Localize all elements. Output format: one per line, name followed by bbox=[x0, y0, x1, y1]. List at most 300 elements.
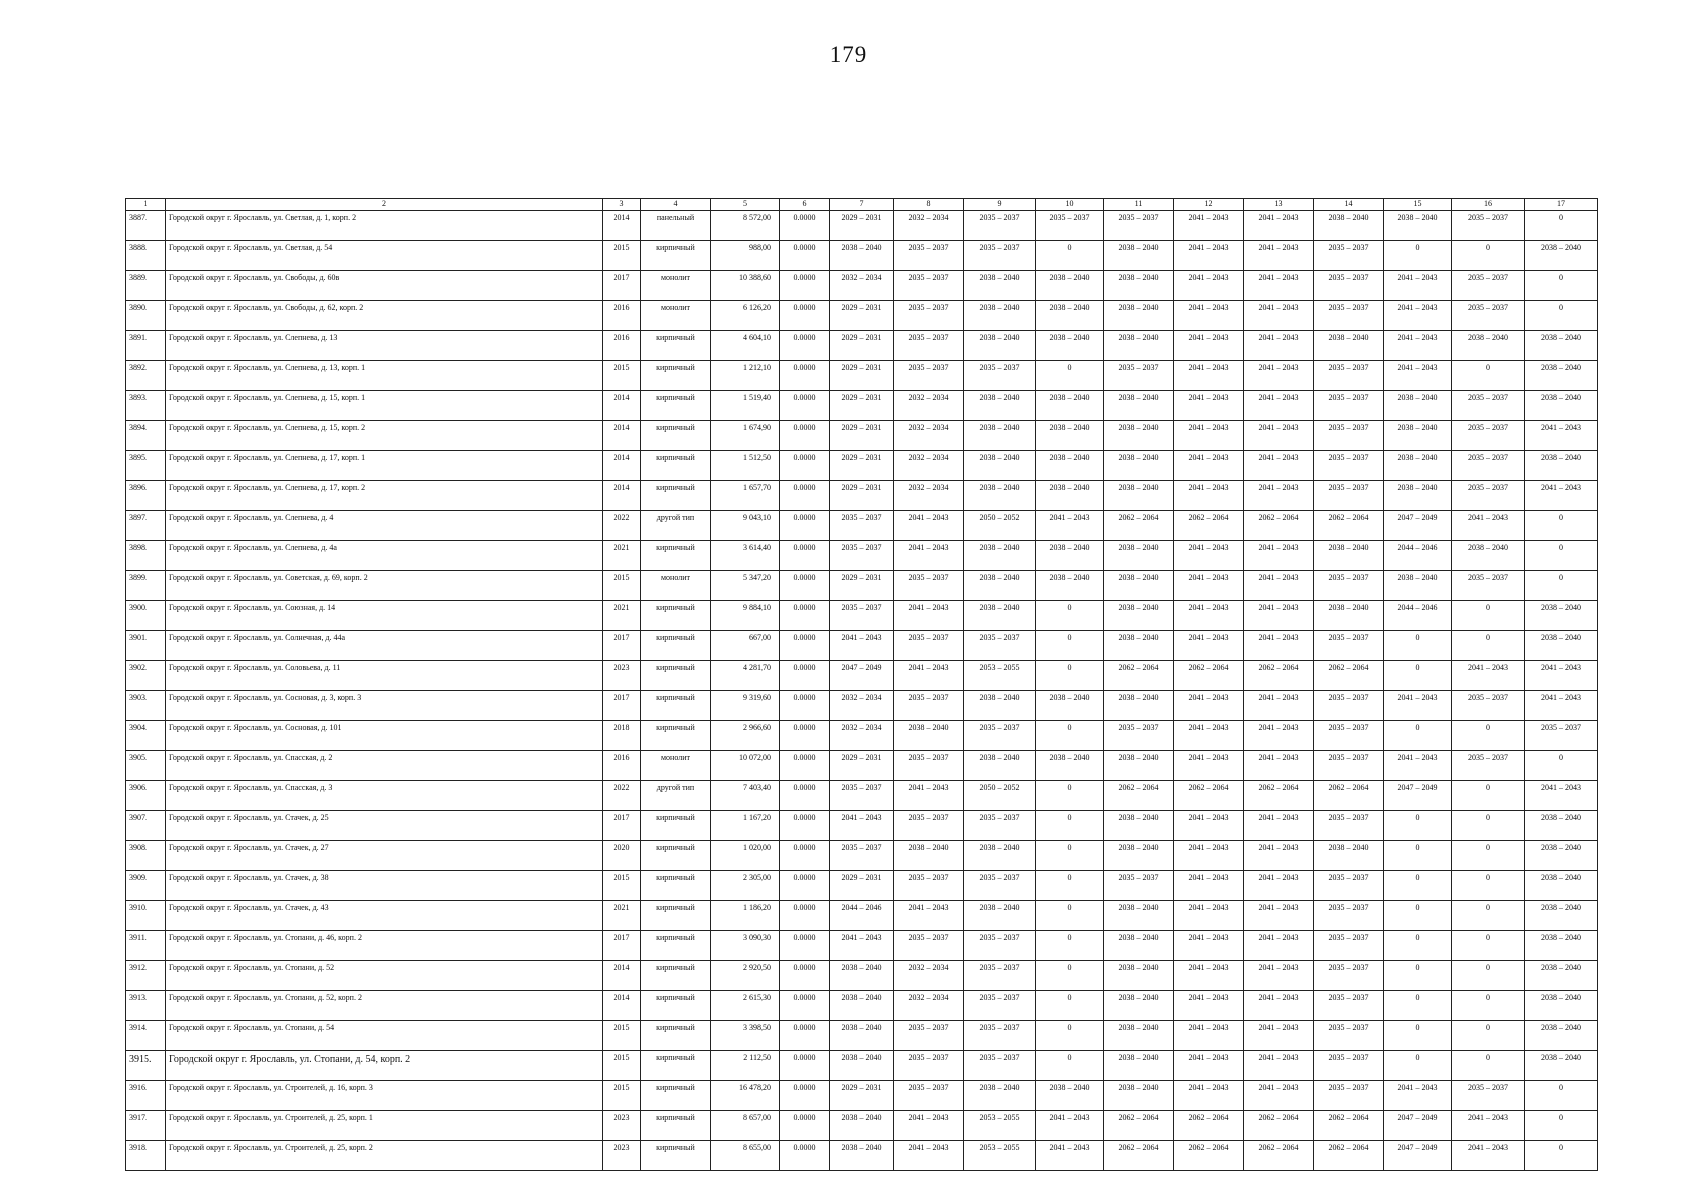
cell-col-8: 2041 – 2043 bbox=[894, 901, 964, 931]
cell-col-9: 2035 – 2037 bbox=[964, 631, 1036, 661]
column-header-8: 8 bbox=[894, 199, 964, 211]
cell-col-14: 2035 – 2037 bbox=[1314, 451, 1384, 481]
cell-col-16: 2038 – 2040 bbox=[1452, 331, 1525, 361]
cell-col-8: 2032 – 2034 bbox=[894, 451, 964, 481]
cell-col-16: 0 bbox=[1452, 721, 1525, 751]
cell-col-14: 2035 – 2037 bbox=[1314, 421, 1384, 451]
cell-col-16: 2038 – 2040 bbox=[1452, 541, 1525, 571]
table-row bbox=[126, 1051, 1598, 1081]
cell-col-15: 0 bbox=[1384, 931, 1452, 961]
cell-col-1: 3902. bbox=[126, 661, 166, 691]
cell-col-6: 0.0000 bbox=[780, 331, 830, 361]
cell-col-4: кирпичный bbox=[641, 1141, 711, 1171]
cell-col-17: 2041 – 2043 bbox=[1525, 691, 1598, 721]
cell-col-14: 2035 – 2037 bbox=[1314, 751, 1384, 781]
cell-col-17: 2038 – 2040 bbox=[1525, 1021, 1598, 1051]
column-header-7: 7 bbox=[830, 199, 894, 211]
cell-col-6: 0.0000 bbox=[780, 1111, 830, 1141]
cell-col-8: 2035 – 2037 bbox=[894, 271, 964, 301]
cell-col-1: 3888. bbox=[126, 241, 166, 271]
cell-col-9: 2038 – 2040 bbox=[964, 601, 1036, 631]
cell-col-9: 2050 – 2052 bbox=[964, 511, 1036, 541]
cell-col-14: 2035 – 2037 bbox=[1314, 571, 1384, 601]
cell-col-5: 2 305,00 bbox=[711, 871, 780, 901]
cell-col-9: 2053 – 2055 bbox=[964, 1111, 1036, 1141]
cell-col-9: 2053 – 2055 bbox=[964, 661, 1036, 691]
cell-col-12: 2041 – 2043 bbox=[1174, 601, 1244, 631]
cell-col-11: 2038 – 2040 bbox=[1104, 271, 1174, 301]
cell-col-1: 3895. bbox=[126, 451, 166, 481]
cell-col-16: 2035 – 2037 bbox=[1452, 751, 1525, 781]
cell-col-14: 2035 – 2037 bbox=[1314, 991, 1384, 1021]
cell-col-17: 2038 – 2040 bbox=[1525, 961, 1598, 991]
cell-col-10: 2038 – 2040 bbox=[1036, 271, 1104, 301]
cell-col-1: 3918. bbox=[126, 1141, 166, 1171]
cell-col-17: 2038 – 2040 bbox=[1525, 1051, 1598, 1081]
cell-col-10: 0 bbox=[1036, 361, 1104, 391]
cell-col-11: 2035 – 2037 bbox=[1104, 721, 1174, 751]
cell-col-5: 1 674,90 bbox=[711, 421, 780, 451]
cell-col-3: 2017 bbox=[603, 811, 641, 841]
cell-col-11: 2038 – 2040 bbox=[1104, 481, 1174, 511]
cell-col-8: 2035 – 2037 bbox=[894, 361, 964, 391]
cell-col-15: 2038 – 2040 bbox=[1384, 391, 1452, 421]
cell-col-3: 2022 bbox=[603, 781, 641, 811]
cell-col-13: 2041 – 2043 bbox=[1244, 451, 1314, 481]
cell-col-12: 2041 – 2043 bbox=[1174, 241, 1244, 271]
cell-col-13: 2041 – 2043 bbox=[1244, 691, 1314, 721]
cell-col-11: 2038 – 2040 bbox=[1104, 631, 1174, 661]
cell-col-12: 2041 – 2043 bbox=[1174, 1081, 1244, 1111]
cell-col-3: 2018 bbox=[603, 721, 641, 751]
cell-col-3: 2016 bbox=[603, 331, 641, 361]
cell-col-17: 0 bbox=[1525, 1081, 1598, 1111]
cell-col-14: 2035 – 2037 bbox=[1314, 1051, 1384, 1081]
cell-col-15: 0 bbox=[1384, 811, 1452, 841]
cell-col-10: 2038 – 2040 bbox=[1036, 451, 1104, 481]
cell-col-9: 2038 – 2040 bbox=[964, 301, 1036, 331]
cell-col-9: 2035 – 2037 bbox=[964, 241, 1036, 271]
table-row bbox=[126, 331, 1598, 361]
cell-col-10: 0 bbox=[1036, 631, 1104, 661]
cell-col-16: 0 bbox=[1452, 361, 1525, 391]
cell-col-13: 2041 – 2043 bbox=[1244, 421, 1314, 451]
cell-col-8: 2038 – 2040 bbox=[894, 841, 964, 871]
cell-col-11: 2038 – 2040 bbox=[1104, 691, 1174, 721]
cell-col-15: 0 bbox=[1384, 241, 1452, 271]
cell-col-10: 2038 – 2040 bbox=[1036, 751, 1104, 781]
cell-col-7: 2038 – 2040 bbox=[830, 1051, 894, 1081]
cell-col-3: 2014 bbox=[603, 961, 641, 991]
cell-col-15: 2038 – 2040 bbox=[1384, 421, 1452, 451]
cell-col-7: 2038 – 2040 bbox=[830, 1141, 894, 1171]
cell-col-16: 0 bbox=[1452, 931, 1525, 961]
cell-col-10: 2041 – 2043 bbox=[1036, 1141, 1104, 1171]
cell-col-12: 2041 – 2043 bbox=[1174, 391, 1244, 421]
cell-col-2: Городской округ г. Ярославль, ул. Слепнева, д. 15, корп. 1 bbox=[166, 391, 603, 421]
cell-col-14: 2035 – 2037 bbox=[1314, 391, 1384, 421]
cell-col-7: 2038 – 2040 bbox=[830, 1111, 894, 1141]
cell-col-12: 2062 – 2064 bbox=[1174, 661, 1244, 691]
cell-col-4: кирпичный bbox=[641, 391, 711, 421]
cell-col-4: кирпичный bbox=[641, 541, 711, 571]
cell-col-15: 2047 – 2049 bbox=[1384, 511, 1452, 541]
cell-col-4: монолит bbox=[641, 571, 711, 601]
cell-col-12: 2062 – 2064 bbox=[1174, 511, 1244, 541]
cell-col-2: Городской округ г. Ярославль, ул. Спасская, д. 3 bbox=[166, 781, 603, 811]
cell-col-2: Городской округ г. Ярославль, ул. Сосновая, д. 3, корп. 3 bbox=[166, 691, 603, 721]
table-row bbox=[126, 811, 1598, 841]
cell-col-14: 2035 – 2037 bbox=[1314, 271, 1384, 301]
cell-col-10: 2038 – 2040 bbox=[1036, 301, 1104, 331]
cell-col-14: 2038 – 2040 bbox=[1314, 541, 1384, 571]
cell-col-17: 2038 – 2040 bbox=[1525, 631, 1598, 661]
cell-col-11: 2038 – 2040 bbox=[1104, 961, 1174, 991]
table-row bbox=[126, 961, 1598, 991]
cell-col-13: 2041 – 2043 bbox=[1244, 601, 1314, 631]
cell-col-7: 2029 – 2031 bbox=[830, 481, 894, 511]
cell-col-1: 3890. bbox=[126, 301, 166, 331]
cell-col-6: 0.0000 bbox=[780, 571, 830, 601]
cell-col-11: 2038 – 2040 bbox=[1104, 241, 1174, 271]
column-header-14: 14 bbox=[1314, 199, 1384, 211]
table-row bbox=[126, 901, 1598, 931]
cell-col-2: Городской округ г. Ярославль, ул. Сосновая, д. 101 bbox=[166, 721, 603, 751]
cell-col-4: кирпичный bbox=[641, 1081, 711, 1111]
cell-col-2: Городской округ г. Ярославль, ул. Советская, д. 69, корп. 2 bbox=[166, 571, 603, 601]
cell-col-15: 0 bbox=[1384, 1051, 1452, 1081]
cell-col-15: 2047 – 2049 bbox=[1384, 781, 1452, 811]
cell-col-16: 2035 – 2037 bbox=[1452, 271, 1525, 301]
cell-col-11: 2038 – 2040 bbox=[1104, 1051, 1174, 1081]
cell-col-6: 0.0000 bbox=[780, 811, 830, 841]
column-header-6: 6 bbox=[780, 199, 830, 211]
table-row bbox=[126, 871, 1598, 901]
cell-col-6: 0.0000 bbox=[780, 361, 830, 391]
cell-col-1: 3906. bbox=[126, 781, 166, 811]
cell-col-13: 2041 – 2043 bbox=[1244, 1081, 1314, 1111]
cell-col-7: 2035 – 2037 bbox=[830, 601, 894, 631]
cell-col-16: 2035 – 2037 bbox=[1452, 691, 1525, 721]
cell-col-7: 2035 – 2037 bbox=[830, 841, 894, 871]
table-row bbox=[126, 361, 1598, 391]
cell-col-16: 2035 – 2037 bbox=[1452, 571, 1525, 601]
cell-col-12: 2062 – 2064 bbox=[1174, 781, 1244, 811]
cell-col-15: 0 bbox=[1384, 721, 1452, 751]
cell-col-6: 0.0000 bbox=[780, 511, 830, 541]
cell-col-4: другой тип bbox=[641, 511, 711, 541]
cell-col-6: 0.0000 bbox=[780, 961, 830, 991]
cell-col-9: 2038 – 2040 bbox=[964, 481, 1036, 511]
cell-col-15: 2044 – 2046 bbox=[1384, 541, 1452, 571]
cell-col-2: Городской округ г. Ярославль, ул. Спасская, д. 2 bbox=[166, 751, 603, 781]
cell-col-2: Городской округ г. Ярославль, ул. Стачек, д. 38 bbox=[166, 871, 603, 901]
cell-col-7: 2029 – 2031 bbox=[830, 391, 894, 421]
cell-col-5: 8 572,00 bbox=[711, 211, 780, 241]
cell-col-8: 2035 – 2037 bbox=[894, 1081, 964, 1111]
cell-col-7: 2029 – 2031 bbox=[830, 421, 894, 451]
cell-col-11: 2035 – 2037 bbox=[1104, 361, 1174, 391]
cell-col-5: 10 072,00 bbox=[711, 751, 780, 781]
cell-col-14: 2035 – 2037 bbox=[1314, 691, 1384, 721]
cell-col-13: 2041 – 2043 bbox=[1244, 721, 1314, 751]
page-number: 179 bbox=[829, 42, 868, 67]
cell-col-11: 2038 – 2040 bbox=[1104, 601, 1174, 631]
cell-col-6: 0.0000 bbox=[780, 1081, 830, 1111]
cell-col-15: 2038 – 2040 bbox=[1384, 481, 1452, 511]
cell-col-10: 2038 – 2040 bbox=[1036, 691, 1104, 721]
cell-col-5: 1 020,00 bbox=[711, 841, 780, 871]
cell-col-17: 2038 – 2040 bbox=[1525, 841, 1598, 871]
cell-col-10: 0 bbox=[1036, 601, 1104, 631]
cell-col-1: 3911. bbox=[126, 931, 166, 961]
cell-col-12: 2041 – 2043 bbox=[1174, 631, 1244, 661]
cell-col-7: 2032 – 2034 bbox=[830, 721, 894, 751]
cell-col-14: 2035 – 2037 bbox=[1314, 241, 1384, 271]
table-row bbox=[126, 661, 1598, 691]
cell-col-11: 2038 – 2040 bbox=[1104, 931, 1174, 961]
cell-col-9: 2038 – 2040 bbox=[964, 421, 1036, 451]
cell-col-9: 2038 – 2040 bbox=[964, 541, 1036, 571]
table-row bbox=[126, 541, 1598, 571]
cell-col-8: 2035 – 2037 bbox=[894, 571, 964, 601]
cell-col-16: 2035 – 2037 bbox=[1452, 481, 1525, 511]
cell-col-14: 2035 – 2037 bbox=[1314, 721, 1384, 751]
cell-col-8: 2035 – 2037 bbox=[894, 301, 964, 331]
cell-col-14: 2035 – 2037 bbox=[1314, 1021, 1384, 1051]
cell-col-1: 3904. bbox=[126, 721, 166, 751]
column-header-9: 9 bbox=[964, 199, 1036, 211]
cell-col-16: 0 bbox=[1452, 901, 1525, 931]
cell-col-4: кирпичный bbox=[641, 691, 711, 721]
cell-col-10: 0 bbox=[1036, 661, 1104, 691]
cell-col-15: 0 bbox=[1384, 901, 1452, 931]
cell-col-11: 2038 – 2040 bbox=[1104, 571, 1174, 601]
cell-col-4: монолит bbox=[641, 751, 711, 781]
cell-col-9: 2035 – 2037 bbox=[964, 961, 1036, 991]
column-header-15: 15 bbox=[1384, 199, 1452, 211]
cell-col-4: кирпичный bbox=[641, 871, 711, 901]
table-body bbox=[126, 211, 1598, 1171]
cell-col-4: кирпичный bbox=[641, 811, 711, 841]
cell-col-2: Городской округ г. Ярославль, ул. Союзная, д. 14 bbox=[166, 601, 603, 631]
cell-col-1: 3916. bbox=[126, 1081, 166, 1111]
cell-col-3: 2014 bbox=[603, 211, 641, 241]
cell-col-2: Городской округ г. Ярославль, ул. Строителей, д. 25, корп. 1 bbox=[166, 1111, 603, 1141]
cell-col-4: кирпичный bbox=[641, 601, 711, 631]
cell-col-3: 2016 bbox=[603, 751, 641, 781]
cell-col-6: 0.0000 bbox=[780, 391, 830, 421]
cell-col-9: 2035 – 2037 bbox=[964, 721, 1036, 751]
cell-col-6: 0.0000 bbox=[780, 661, 830, 691]
column-header-3: 3 bbox=[603, 199, 641, 211]
cell-col-1: 3894. bbox=[126, 421, 166, 451]
cell-col-4: кирпичный bbox=[641, 841, 711, 871]
cell-col-14: 2035 – 2037 bbox=[1314, 481, 1384, 511]
cell-col-1: 3917. bbox=[126, 1111, 166, 1141]
cell-col-3: 2017 bbox=[603, 931, 641, 961]
column-header-16: 16 bbox=[1452, 199, 1525, 211]
cell-col-13: 2041 – 2043 bbox=[1244, 241, 1314, 271]
cell-col-8: 2041 – 2043 bbox=[894, 781, 964, 811]
cell-col-13: 2041 – 2043 bbox=[1244, 1051, 1314, 1081]
cell-col-17: 2041 – 2043 bbox=[1525, 421, 1598, 451]
cell-col-7: 2029 – 2031 bbox=[830, 571, 894, 601]
cell-col-4: кирпичный bbox=[641, 1051, 711, 1081]
cell-col-15: 2041 – 2043 bbox=[1384, 751, 1452, 781]
cell-col-11: 2035 – 2037 bbox=[1104, 211, 1174, 241]
cell-col-3: 2015 bbox=[603, 571, 641, 601]
cell-col-1: 3892. bbox=[126, 361, 166, 391]
column-header-1: 1 bbox=[126, 199, 166, 211]
cell-col-13: 2041 – 2043 bbox=[1244, 331, 1314, 361]
cell-col-17: 2038 – 2040 bbox=[1525, 391, 1598, 421]
cell-col-9: 2035 – 2037 bbox=[964, 991, 1036, 1021]
cell-col-11: 2038 – 2040 bbox=[1104, 301, 1174, 331]
cell-col-11: 2038 – 2040 bbox=[1104, 1081, 1174, 1111]
cell-col-15: 2041 – 2043 bbox=[1384, 331, 1452, 361]
cell-col-4: кирпичный bbox=[641, 361, 711, 391]
table-row bbox=[126, 691, 1598, 721]
cell-col-16: 0 bbox=[1452, 811, 1525, 841]
cell-col-8: 2035 – 2037 bbox=[894, 871, 964, 901]
cell-col-5: 1 512,50 bbox=[711, 451, 780, 481]
cell-col-16: 2035 – 2037 bbox=[1452, 301, 1525, 331]
cell-col-13: 2041 – 2043 bbox=[1244, 391, 1314, 421]
cell-col-7: 2044 – 2046 bbox=[830, 901, 894, 931]
cell-col-14: 2035 – 2037 bbox=[1314, 361, 1384, 391]
cell-col-16: 0 bbox=[1452, 241, 1525, 271]
cell-col-16: 2041 – 2043 bbox=[1452, 511, 1525, 541]
cell-col-11: 2038 – 2040 bbox=[1104, 331, 1174, 361]
cell-col-6: 0.0000 bbox=[780, 931, 830, 961]
cell-col-5: 8 657,00 bbox=[711, 1111, 780, 1141]
cell-col-16: 2035 – 2037 bbox=[1452, 421, 1525, 451]
cell-col-3: 2015 bbox=[603, 1081, 641, 1111]
column-header-13: 13 bbox=[1244, 199, 1314, 211]
housing-register-table bbox=[125, 198, 1598, 1171]
cell-col-2: Городской округ г. Ярославль, ул. Светлая, д. 54 bbox=[166, 241, 603, 271]
cell-col-15: 2047 – 2049 bbox=[1384, 1111, 1452, 1141]
column-header-4: 4 bbox=[641, 199, 711, 211]
cell-col-8: 2035 – 2037 bbox=[894, 931, 964, 961]
cell-col-2: Городской округ г. Ярославль, ул. Солнечная, д. 44а bbox=[166, 631, 603, 661]
cell-col-3: 2021 bbox=[603, 541, 641, 571]
cell-col-8: 2032 – 2034 bbox=[894, 481, 964, 511]
cell-col-17: 2038 – 2040 bbox=[1525, 601, 1598, 631]
cell-col-11: 2038 – 2040 bbox=[1104, 901, 1174, 931]
cell-col-4: кирпичный bbox=[641, 241, 711, 271]
cell-col-5: 8 655,00 bbox=[711, 1141, 780, 1171]
cell-col-16: 0 bbox=[1452, 841, 1525, 871]
cell-col-17: 0 bbox=[1525, 511, 1598, 541]
cell-col-5: 6 126,20 bbox=[711, 301, 780, 331]
cell-col-11: 2038 – 2040 bbox=[1104, 541, 1174, 571]
cell-col-16: 0 bbox=[1452, 961, 1525, 991]
cell-col-3: 2015 bbox=[603, 871, 641, 901]
cell-col-9: 2038 – 2040 bbox=[964, 1081, 1036, 1111]
cell-col-16: 2035 – 2037 bbox=[1452, 1081, 1525, 1111]
cell-col-6: 0.0000 bbox=[780, 631, 830, 661]
cell-col-14: 2035 – 2037 bbox=[1314, 1081, 1384, 1111]
cell-col-2: Городской округ г. Ярославль, ул. Светлая, д. 1, корп. 2 bbox=[166, 211, 603, 241]
cell-col-8: 2035 – 2037 bbox=[894, 241, 964, 271]
cell-col-11: 2038 – 2040 bbox=[1104, 451, 1174, 481]
cell-col-8: 2041 – 2043 bbox=[894, 541, 964, 571]
cell-col-2: Городской округ г. Ярославль, ул. Свободы, д. 60в bbox=[166, 271, 603, 301]
table-row bbox=[126, 1111, 1598, 1141]
cell-col-12: 2041 – 2043 bbox=[1174, 1021, 1244, 1051]
cell-col-6: 0.0000 bbox=[780, 541, 830, 571]
cell-col-3: 2014 bbox=[603, 481, 641, 511]
cell-col-13: 2062 – 2064 bbox=[1244, 781, 1314, 811]
table-row bbox=[126, 571, 1598, 601]
table-row bbox=[126, 931, 1598, 961]
cell-col-5: 9 043,10 bbox=[711, 511, 780, 541]
cell-col-15: 2041 – 2043 bbox=[1384, 361, 1452, 391]
cell-col-7: 2038 – 2040 bbox=[830, 961, 894, 991]
cell-col-2: Городской округ г. Ярославль, ул. Слепнева, д. 4а bbox=[166, 541, 603, 571]
cell-col-7: 2029 – 2031 bbox=[830, 301, 894, 331]
cell-col-2: Городской округ г. Ярославль, ул. Соловьева, д. 11 bbox=[166, 661, 603, 691]
cell-col-12: 2062 – 2064 bbox=[1174, 1141, 1244, 1171]
cell-col-5: 9 884,10 bbox=[711, 601, 780, 631]
cell-col-14: 2035 – 2037 bbox=[1314, 931, 1384, 961]
cell-col-10: 0 bbox=[1036, 1051, 1104, 1081]
cell-col-9: 2035 – 2037 bbox=[964, 361, 1036, 391]
cell-col-11: 2038 – 2040 bbox=[1104, 751, 1174, 781]
cell-col-6: 0.0000 bbox=[780, 991, 830, 1021]
cell-col-4: кирпичный bbox=[641, 481, 711, 511]
cell-col-4: кирпичный bbox=[641, 991, 711, 1021]
cell-col-11: 2038 – 2040 bbox=[1104, 811, 1174, 841]
cell-col-8: 2035 – 2037 bbox=[894, 811, 964, 841]
table-row bbox=[126, 781, 1598, 811]
cell-col-8: 2035 – 2037 bbox=[894, 1021, 964, 1051]
cell-col-7: 2029 – 2031 bbox=[830, 871, 894, 901]
cell-col-13: 2062 – 2064 bbox=[1244, 1111, 1314, 1141]
table-row bbox=[126, 271, 1598, 301]
cell-col-10: 0 bbox=[1036, 871, 1104, 901]
cell-col-8: 2041 – 2043 bbox=[894, 511, 964, 541]
cell-col-9: 2035 – 2037 bbox=[964, 871, 1036, 901]
cell-col-11: 2038 – 2040 bbox=[1104, 421, 1174, 451]
cell-col-14: 2035 – 2037 bbox=[1314, 811, 1384, 841]
cell-col-9: 2050 – 2052 bbox=[964, 781, 1036, 811]
cell-col-13: 2041 – 2043 bbox=[1244, 991, 1314, 1021]
cell-col-8: 2035 – 2037 bbox=[894, 751, 964, 781]
cell-col-10: 0 bbox=[1036, 991, 1104, 1021]
cell-col-10: 0 bbox=[1036, 721, 1104, 751]
cell-col-9: 2038 – 2040 bbox=[964, 841, 1036, 871]
cell-col-9: 2038 – 2040 bbox=[964, 391, 1036, 421]
cell-col-7: 2041 – 2043 bbox=[830, 631, 894, 661]
cell-col-7: 2029 – 2031 bbox=[830, 361, 894, 391]
cell-col-15: 0 bbox=[1384, 841, 1452, 871]
cell-col-8: 2038 – 2040 bbox=[894, 721, 964, 751]
table-row bbox=[126, 301, 1598, 331]
cell-col-6: 0.0000 bbox=[780, 691, 830, 721]
cell-col-15: 0 bbox=[1384, 631, 1452, 661]
cell-col-13: 2062 – 2064 bbox=[1244, 511, 1314, 541]
cell-col-12: 2041 – 2043 bbox=[1174, 901, 1244, 931]
cell-col-3: 2017 bbox=[603, 271, 641, 301]
cell-col-17: 2038 – 2040 bbox=[1525, 331, 1598, 361]
column-header-5: 5 bbox=[711, 199, 780, 211]
cell-col-11: 2062 – 2064 bbox=[1104, 781, 1174, 811]
cell-col-8: 2035 – 2037 bbox=[894, 331, 964, 361]
cell-col-3: 2017 bbox=[603, 691, 641, 721]
